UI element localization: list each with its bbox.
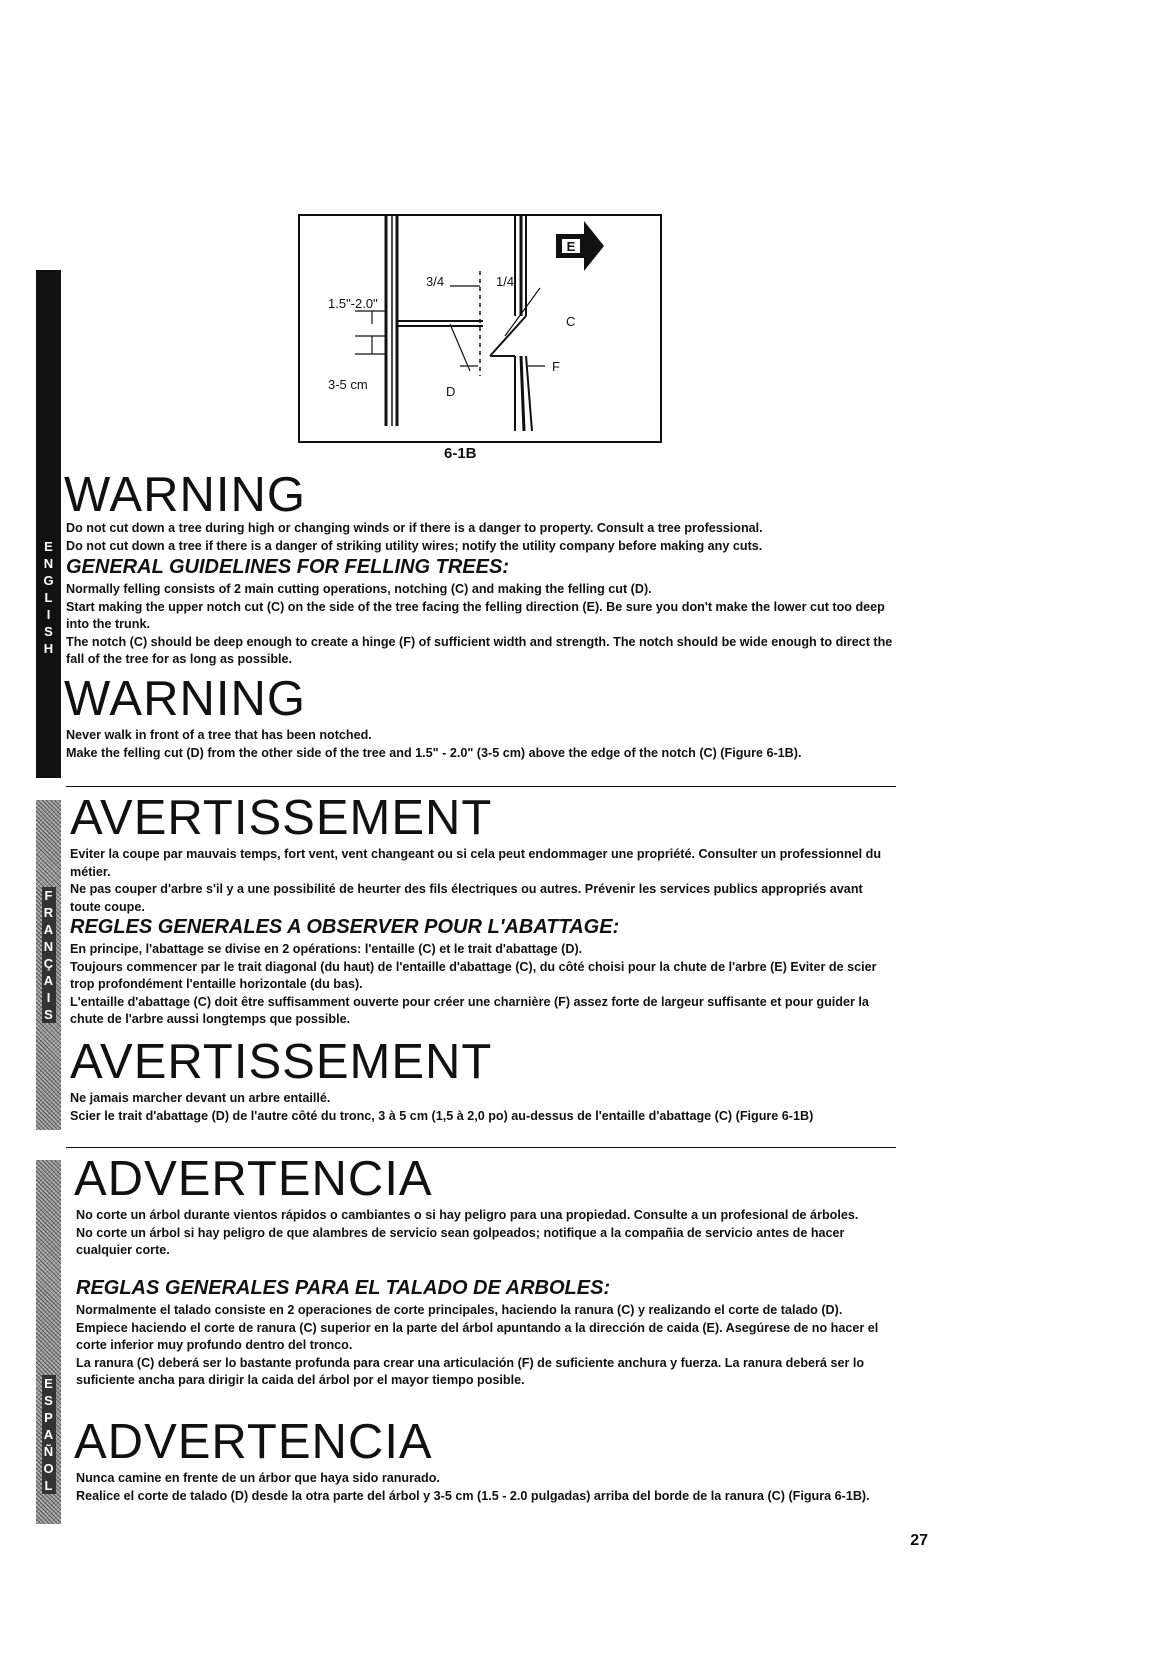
text-line: Do not cut down a tree during high or changing winds or if there is a danger to property. Consult a tree professional.: [66, 521, 763, 535]
direction-label-e: E: [566, 239, 576, 254]
spanish-warning-text: [76, 1207, 896, 1260]
spanish-warning2-title: ADVERTENCIA: [74, 1415, 433, 1469]
spanish-warning-title: ADVERTENCIA: [74, 1152, 433, 1206]
text-line: Make the felling cut (D) from the other side of the tree and 1.5" - 2.0" (3-5 cm) above the edge of the notch (C) (Figure 6-1B).: [66, 745, 802, 760]
text-line: L'entaille d'abattage (C) doit être suffisamment ouverte pour créer une charnière (F) assez forte de largeur suffisante et pour guider la chute de l'arbre aussi longtemps que possible.: [70, 994, 869, 1026]
text-line: Ne pas couper d'arbre s'il y a une possibilité de heurter des fils électriques ou autres. Prévenir les services publics appropriés avant toute coupe.: [70, 882, 863, 914]
text-line: Empiece haciendo el corte de ranura (C) superior en la parte del árbol apuntando a la dirección de caida (E). Asegúrese de no hacer el corte inferior muy profundo dentro del tronco.: [76, 1320, 879, 1352]
tab-letter: A: [42, 921, 56, 938]
french-warning2-text: [70, 1090, 930, 1125]
tab-letter: L: [42, 1477, 56, 1494]
tab-letter: R: [42, 904, 56, 921]
label-d: D: [446, 384, 456, 399]
tab-letter: O: [43, 1461, 54, 1476]
tab-letter: S: [42, 1392, 56, 1409]
text-line: Do not cut down a tree if there is a danger of striking utility wires; notify the utility company before making any cuts.: [66, 538, 763, 553]
french-side-tab: [36, 800, 61, 1130]
tab-letter: L: [42, 589, 56, 606]
label-one-quarter: 1/4: [496, 274, 515, 289]
text-line: Ne jamais marcher devant un arbre entaillé.: [70, 1091, 331, 1105]
label-f: F: [552, 359, 560, 374]
french-guidelines-title: REGLES GENERALES A OBSERVER POUR L'ABATTAGE:: [70, 916, 620, 938]
text-line: En principe, l'abattage se divise en 2 opérations: l'entaille (C) et le trait d'abattage (D).: [70, 942, 583, 956]
english-warning2-title: WARNING: [64, 672, 306, 726]
tab-letter: N: [42, 938, 56, 955]
english-guidelines-title: GENERAL GUIDELINES FOR FELLING TREES:: [66, 556, 509, 578]
tab-letter: S: [42, 1006, 56, 1023]
tab-letter: E: [42, 538, 56, 555]
text-line: Eviter la coupe par mauvais temps, fort vent, vent changeant ou si cela peut endommager une propriété. Consulter un professionnel du métier.: [70, 847, 882, 879]
text-line: Realice el corte de talado (D) desde la otra parte del árbol y 3-5 cm (1.5 - 2.0 pulgadas) arriba del borde de la ranura (C) (Figura 6-1B).: [76, 1488, 870, 1503]
tab-letter: N: [42, 555, 56, 572]
text-line: Start making the upper notch cut (C) on the side of the tree facing the felling direction (E). Be sure you don't make the lower cut too deep into the trunk.: [66, 599, 885, 631]
english-warning-title: WARNING: [64, 468, 306, 522]
text-line: Never walk in front of a tree that has been notched.: [66, 728, 372, 742]
text-line: Normally felling consists of 2 main cutting operations, notching (C) and making the felling cut (D).: [66, 582, 652, 596]
tab-letter: I: [42, 606, 56, 623]
text-line: La ranura (C) deberá ser lo bastante profunda para crear una articulación (F) de suficiente anchura y fuerza. La ranura deberá ser lo suficiente ancha para dirigir la caida del árbol por el mayor tiempo posible.: [76, 1355, 865, 1387]
tab-letter: Ç: [42, 955, 56, 972]
page-number: 27: [910, 1532, 928, 1549]
english-side-tab: [36, 270, 61, 778]
english-warning2-text: [66, 727, 926, 762]
french-tab-letters: [36, 887, 61, 1023]
tab-letter: A: [42, 1426, 56, 1443]
label-three-quarter: 3/4: [426, 274, 445, 289]
tab-letter: P: [42, 1409, 56, 1426]
text-line: No corte un árbol durante vientos rápidos o cambiantes o si hay peligro para una propiedad. Consulte a un profesional de árboles.: [76, 1208, 859, 1222]
french-warning-title: AVERTISSEMENT: [70, 791, 493, 845]
section-divider: [66, 786, 896, 787]
text-line: Normalmente el talado consiste en 2 operaciones de corte principales, haciendo la ranura (C) y realizando el corte de talado (D).: [76, 1303, 843, 1317]
label-c: C: [566, 314, 576, 329]
french-warning2-title: AVERTISSEMENT: [70, 1035, 493, 1089]
section-divider: [66, 1147, 896, 1148]
tab-letter: H: [42, 640, 56, 657]
spanish-guidelines-title: REGLAS GENERALES PARA EL TALADO DE ARBOLES:: [76, 1277, 611, 1299]
diagram-drawing: [300, 216, 664, 445]
french-warning-text: [70, 846, 896, 916]
english-warning-text: [66, 520, 866, 555]
english-guidelines-text: [66, 581, 896, 669]
label-inch-range: 1.5"-2.0": [328, 296, 378, 311]
label-cm-range: 3-5 cm: [328, 377, 368, 392]
tab-letter: S: [42, 623, 56, 640]
english-tab-letters: [36, 538, 61, 657]
spanish-warning2-text: [76, 1470, 906, 1505]
text-line: Toujours commencer par le trait diagonal (du haut) de l'entaille d'abattage (C), du côté choisi pour la chute de l'arbre (E) Eviter de scier trop profondément l'entaille horizontale (du bas).: [70, 959, 877, 991]
spanish-side-tab: [36, 1160, 61, 1524]
spanish-guidelines-text: [76, 1302, 896, 1390]
tab-letter: I: [42, 989, 56, 1006]
tab-letter: E: [42, 1375, 56, 1392]
tab-letter: Ñ: [42, 1443, 56, 1460]
text-line: Nunca camine en frente de un árbor que haya sido ranurado.: [76, 1471, 440, 1485]
tab-letter: A: [42, 972, 56, 989]
spanish-tab-letters: [36, 1375, 61, 1494]
figure-caption: 6-1B: [444, 445, 477, 462]
text-line: Scier le trait d'abattage (D) de l'autre côté du tronc, 3 à 5 cm (1,5 à 2,0 po) au-dessus de l'entaille d'abattage (C) (Figure 6-1B): [70, 1108, 814, 1123]
text-line: No corte un árbol si hay peligro de que alambres de servicio sean golpeados; notifique a la compañia de servicio antes de hacer cualquier corte.: [76, 1225, 845, 1257]
text-line: The notch (C) should be deep enough to create a hinge (F) of sufficient width and strength. The notch should be wide enough to direct the fall of the tree for as long as possible.: [66, 634, 893, 666]
french-guidelines-text: [70, 941, 896, 1029]
tab-letter: G: [43, 573, 54, 588]
felling-notch-diagram: [298, 214, 662, 443]
tab-letter: F: [42, 887, 56, 904]
